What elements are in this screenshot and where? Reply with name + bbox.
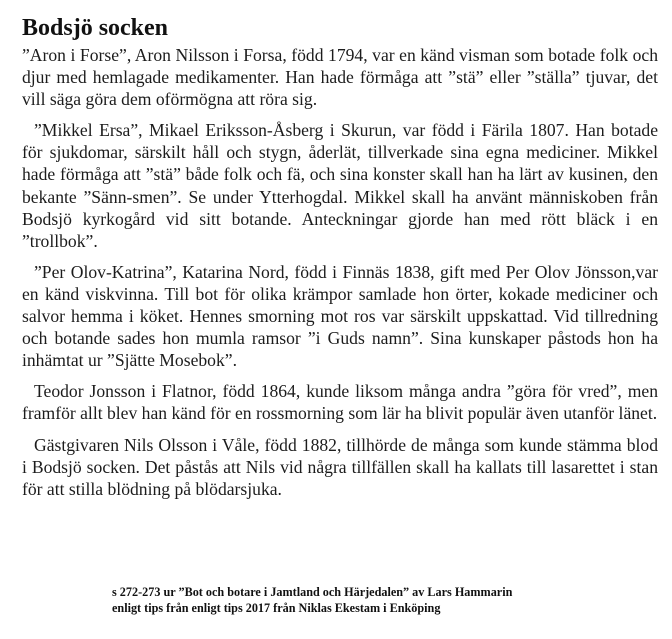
source-footnote <box>112 585 632 616</box>
paragraph-mikkel-ersa: ”Mikkel Ersa”, Mikael Eriksson-Åsberg i Skurun, var född i Färila 1807. Han botade för sjukdomar, särskilt håll och stygn, åderlät, tillverkade sina egna mediciner. Mikkel hade förmåga att ”stä” både folk och fä, och sina konster skall han ha lärt av kusinen, den bekante ”Sänn-smen”. Se under Ytterhogdal. Mikkel skall ha använt människoben från Bodsjö kyrkogård vid sitt botande. Anteckningar gjorde han med rött bläck i en ”trollbok”. <box>22 120 658 251</box>
paragraph-nils-olsson: Gästgivaren Nils Olsson i Våle, född 1882, tillhörde de många som kunde stämma blod i Bodsjö socken. Det påstås att Nils vid några tillfällen skall ha kallats till lasarettet i stan för att stilla blödning på blödarsjuka. <box>22 434 658 499</box>
footnote-line-source: s 272-273 ur ”Bot och botare i Jamtland och Härjedalen” av Lars Hammarin <box>112 585 513 599</box>
paragraph-teodor-jonsson: Teodor Jonsson i Flatnor, född 1864, kunde liksom många andra ”göra för vred”, men framför allt blev han känd för en rossmorning som lär ha blivit populär även utanför länet. <box>22 381 658 424</box>
paragraph-aron-i-forse: ”Aron i Forse”, Aron Nilsson i Forsa, född 1794, var en känd visman som botade folk och djur med hemlagade medikamenter. Han hade förmåga att ”stä” eller ”ställa” tjuvar, det vill säga göra dem oförmögna att röra sig. <box>22 45 658 110</box>
footnote-line-tip: enligt tips från enligt tips 2017 från Niklas Ekestam i Enköping <box>112 600 441 615</box>
document-body <box>22 44 658 509</box>
document-title: Bodsjö socken <box>22 15 169 41</box>
paragraph-per-olov-katrina: ”Per Olov-Katrina”, Katarina Nord, född i Finnäs 1838, gift med Per Olov Jönsson,var en känd viskvinna. Till bot för olika krämpor samlade hon örter, kokade mediciner och salvor hemma i köket. Hennes smorning mot ros var särskilt uppskattad. Vid tillredning och botande sades hon mumla ramsor ”i Guds namn”. Sina kunskaper påstods hon ha inhämtat ur ”Sjätte Mosebok”. <box>22 261 658 371</box>
